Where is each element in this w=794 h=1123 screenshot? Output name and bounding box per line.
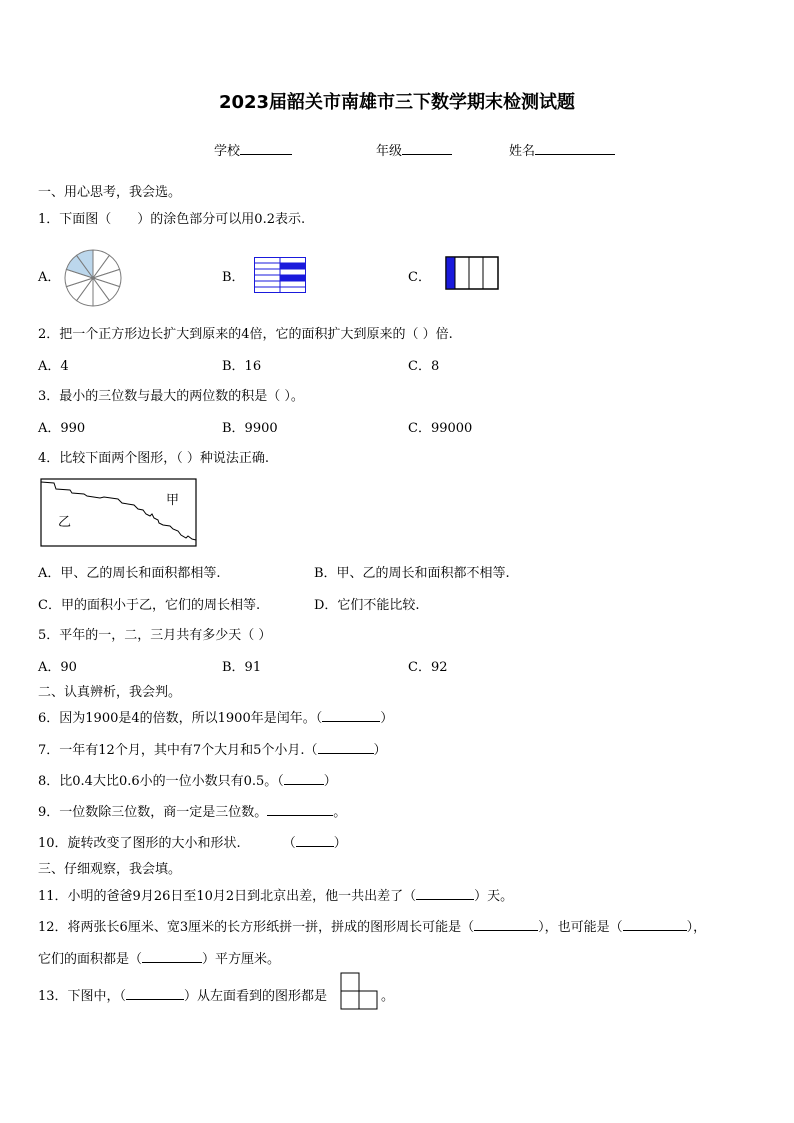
q4-option-b: B．甲、乙的周长和面积都不相等. [314,566,510,581]
q3-option-c: C．99000 [408,421,473,436]
compare-figure [40,478,198,548]
q9-text: 9．一位数除三位数，商一定是三位数。 [38,805,268,820]
grid-shade-2 [280,275,306,281]
page-title: 2023届韶关市南雄市三下数学期末检测试题 [218,92,576,113]
q1-num: 1． [38,212,60,227]
q2-option-c: C．8 [408,359,440,374]
q7-close: ） [373,743,387,758]
section-2-heading: 二、认真辨析，我会判。 [38,685,182,700]
q10-open: （ [282,836,296,851]
q12-end: ）， [686,920,707,935]
q9-answer-blank[interactable] [267,803,333,816]
section-1-heading: 一、用心思考，我会选。 [38,185,182,200]
question-9 [38,801,346,820]
q7-answer-blank[interactable] [318,741,374,754]
q7-text: 7．一年有12个月，其中有7个大月和5个小月.（ [38,743,318,758]
q10-close: ） [333,836,347,851]
q11-end: ）天。 [474,889,514,904]
name-blank[interactable] [535,142,615,155]
q12-line2-post: ）平方厘米。 [202,952,281,967]
q1-option-b-label: B． [222,270,245,285]
school-label: 学校 [214,144,241,159]
pie-figure [63,248,123,308]
grid-figure [254,257,307,294]
question-5: 5．平年的一，二，三月共有多少天（ ） [38,628,272,643]
q9-end: 。 [333,805,347,820]
q13-post: ）从左面看到的图形都是 [184,989,328,1004]
q3-option-a: A．990 [38,421,86,436]
question-11 [38,885,513,904]
q1-post: ）的涂色部分可以用0.2表示. [137,212,306,227]
bar-figure [445,256,500,290]
bottom-right-square [359,991,377,1009]
q12-answer-blank-2[interactable] [623,918,687,931]
bottom-left-square [341,991,359,1009]
q4-option-d: D．它们不能比较. [314,598,420,613]
q11-text: 11．小明的爸爸9月26日至10月2日到北京出差，他一共出差了（ [38,889,417,904]
question-4: 4．比较下面两个图形，（ ）种说法正确. [38,451,270,466]
q12-mid: ），也可能是（ [538,920,623,935]
question-13 [38,985,327,1004]
q12-text: 12．将两张长6厘米、宽3厘米的长方形纸拼一拼，拼成的图形周长可能是（ [38,920,475,935]
grade-blank[interactable] [402,142,452,155]
q13-end: 。 [381,989,395,1004]
question-8 [38,770,337,789]
grade-field[interactable] [376,140,452,159]
q3-option-b: B．9900 [222,421,278,436]
q13-answer-blank[interactable] [126,987,184,1000]
question-6 [38,707,393,726]
section-3-heading: 三、仔细观察，我会填。 [38,862,182,877]
region-yi-label: 乙 [58,515,72,530]
school-blank[interactable] [240,142,292,155]
q6-close: ） [380,711,394,726]
question-12 [38,916,706,935]
question-7 [38,739,387,758]
name-label: 姓名 [509,144,536,159]
school-field[interactable] [214,140,292,159]
q8-close: ） [323,774,337,789]
name-field[interactable] [509,140,615,159]
q12-answer-blank-3[interactable] [142,950,202,963]
question-12-line-2 [38,948,280,967]
pie-slices [65,250,121,306]
compare-rect [41,479,196,546]
grid-shade-1 [280,263,306,269]
question-2: 2．把一个正方形边长扩大到原来的4倍，它的面积扩大到原来的（ ）倍. [38,327,453,342]
q1-option-c-label: C． [408,270,431,285]
q5-option-a: A．90 [38,660,77,675]
q11-answer-blank[interactable] [416,887,474,900]
q2-option-a: A．4 [38,359,69,374]
q12-line2-pre: 它们的面积都是（ [38,952,143,967]
q5-option-c: C．92 [408,660,448,675]
q8-text: 8．比0.4大比0.6小的一位小数只有0.5。（ [38,774,284,789]
q10-answer-blank[interactable] [296,834,334,847]
region-jia-label: 甲 [166,493,180,508]
q12-answer-blank-1[interactable] [474,918,538,931]
bar-shaded-part [447,258,455,289]
q5-option-b: B．91 [222,660,262,675]
top-square [341,973,359,991]
q1-pre: 下面图（ [59,212,112,227]
question-1 [38,208,305,227]
q6-answer-blank[interactable] [322,709,380,722]
q1-option-a-label: A． [38,270,61,285]
q4-option-c: C．甲的面积小于乙，它们的周长相等. [38,598,261,613]
grade-label: 年级 [376,144,403,159]
q13-pre: 13．下图中，（ [38,989,127,1004]
side-view-figure [340,972,380,1010]
q4-option-a: A．甲、乙的周长和面积都相等. [38,566,221,581]
question-3: 3．最小的三位数与最大的两位数的积是（ ）。 [38,389,304,404]
q6-text: 6．因为1900是4的倍数，所以1900年是闰年。（ [38,711,323,726]
q8-answer-blank[interactable] [284,772,324,785]
question-10 [38,832,347,851]
q2-option-b: B．16 [222,359,262,374]
q10-text: 10．旋转改变了图形的大小和形状. [38,836,241,851]
